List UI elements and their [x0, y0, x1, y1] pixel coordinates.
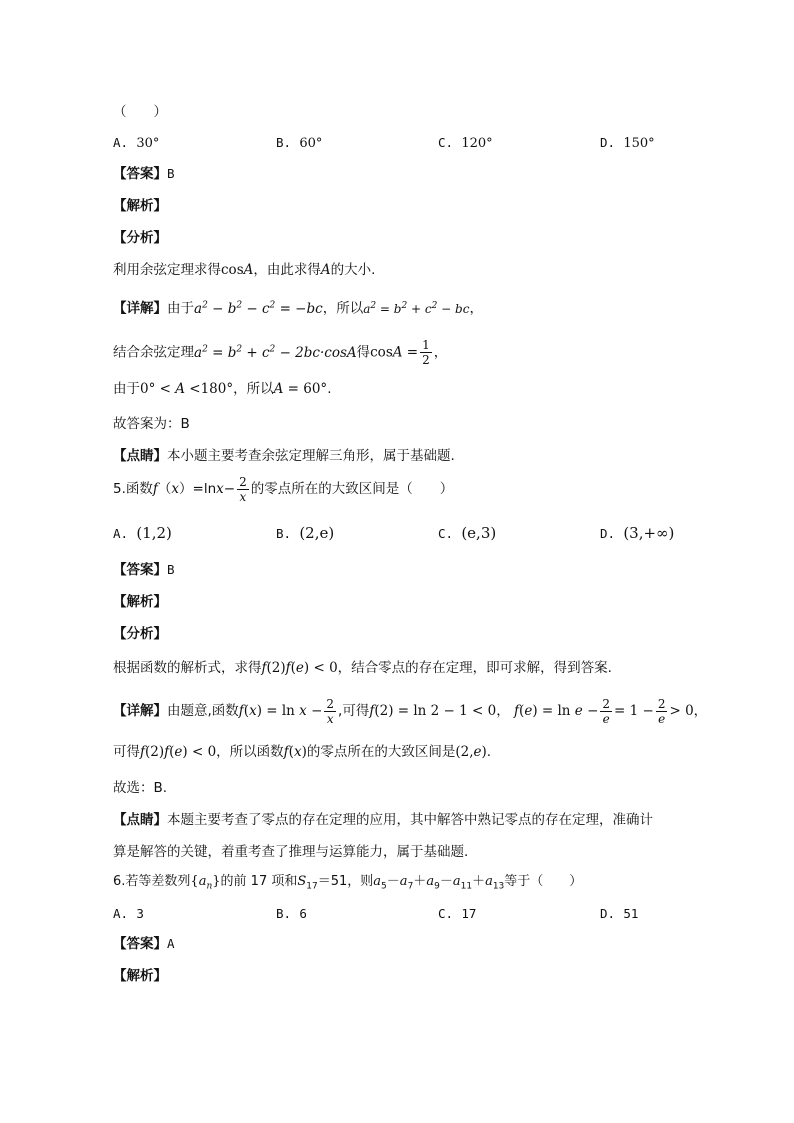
q6-option-a: A. 3	[113, 906, 144, 921]
q5-detail-line1: 【详解】由题意,函数f(x) = ln x − $\frac{2}{x}$ ,可得f(2) = ln 2 − 1 < 0， f(e) = ln e − $\frac{2}{e}$ = 1 − $\frac{2}{e}$ > 0，	[113, 696, 708, 726]
q6-option-b: B. 6	[276, 906, 307, 921]
q4-option-b: B. 60°	[276, 135, 323, 151]
q5-jiexi-heading: 【解析】	[113, 594, 167, 610]
q4-detail-line2: 结合余弦定理$a^2 = b^2 + c^2 - 2bc\cdot\cos A$得cosA = $\frac{1}{2}$ ，	[113, 338, 448, 367]
q5-detail-line2: 可得f(2)f(e) < 0，所以函数f(x)的零点所在的大致区间是(2,e).	[113, 744, 492, 760]
q4-comment: 【点睛】本小题主要考查余弦定理解三角形，属于基础题.	[113, 448, 455, 464]
q5-comment-line1: 【点睛】本题主要考查了零点的存在定理的应用，其中解答中熟记零点的存在定理，准确计	[113, 812, 653, 828]
q4-detail-line3: 由于0° < A <180°，所以A = 60°.	[113, 381, 332, 397]
q5-fenxi-heading: 【分析】	[113, 626, 167, 642]
q4-stem-tail: （ ）	[113, 104, 167, 120]
q4-conclusion: 故答案为：B	[113, 416, 190, 432]
q5-stem: 5.函数f（x）=lnx− $\frac{2}{x}$ 的零点所在的大致区间是（ ）	[113, 474, 454, 504]
q5-option-d: D. (3,+∞)	[600, 524, 675, 542]
q6-stem: 6.若等差数列$\{a_n\}$的前 17 项和$S_{17}=51$，则$a_5-a_7+a_9-a_{11}+a_{13}$等于（ ）	[113, 874, 583, 892]
q5-comment-line2: 算是解答的关键，着重考查了推理与运算能力，属于基础题.	[113, 844, 469, 860]
q5-conclusion: 故选：B.	[113, 780, 168, 796]
q5-option-a: A. (1,2)	[113, 524, 172, 542]
q4-option-c: C. 120°	[438, 135, 493, 151]
q6-jiexi-heading: 【解析】	[113, 968, 167, 984]
q6-answer: 【答案】A	[113, 936, 175, 952]
q5-option-c: C. (e,3)	[438, 524, 497, 542]
q4-answer: 【答案】B	[113, 166, 175, 182]
q4-option-d: D. 150°	[600, 135, 655, 151]
q5-analysis: 根据函数的解析式，求得f(2)f(e) < 0，结合零点的存在定理，即可求解，得到答案.	[113, 660, 612, 676]
q4-analysis: 利用余弦定理求得cosA，由此求得A的大小.	[113, 262, 376, 278]
q6-option-c: C. 17	[438, 906, 477, 921]
q4-fenxi-heading: 【分析】	[113, 230, 167, 246]
q4-jiexi-heading: 【解析】	[113, 198, 167, 214]
q5-option-b: B. (2,e)	[276, 524, 335, 542]
q4-detail-line1: 【详解】由于$a^2 - b^2 - c^2 = -bc$，所以$a^2 = b^2 + c^2$ − bc，	[113, 300, 483, 317]
q6-option-d: D. 51	[600, 906, 639, 921]
q4-option-a: A. 30°	[113, 135, 160, 151]
q5-answer: 【答案】B	[113, 562, 175, 578]
